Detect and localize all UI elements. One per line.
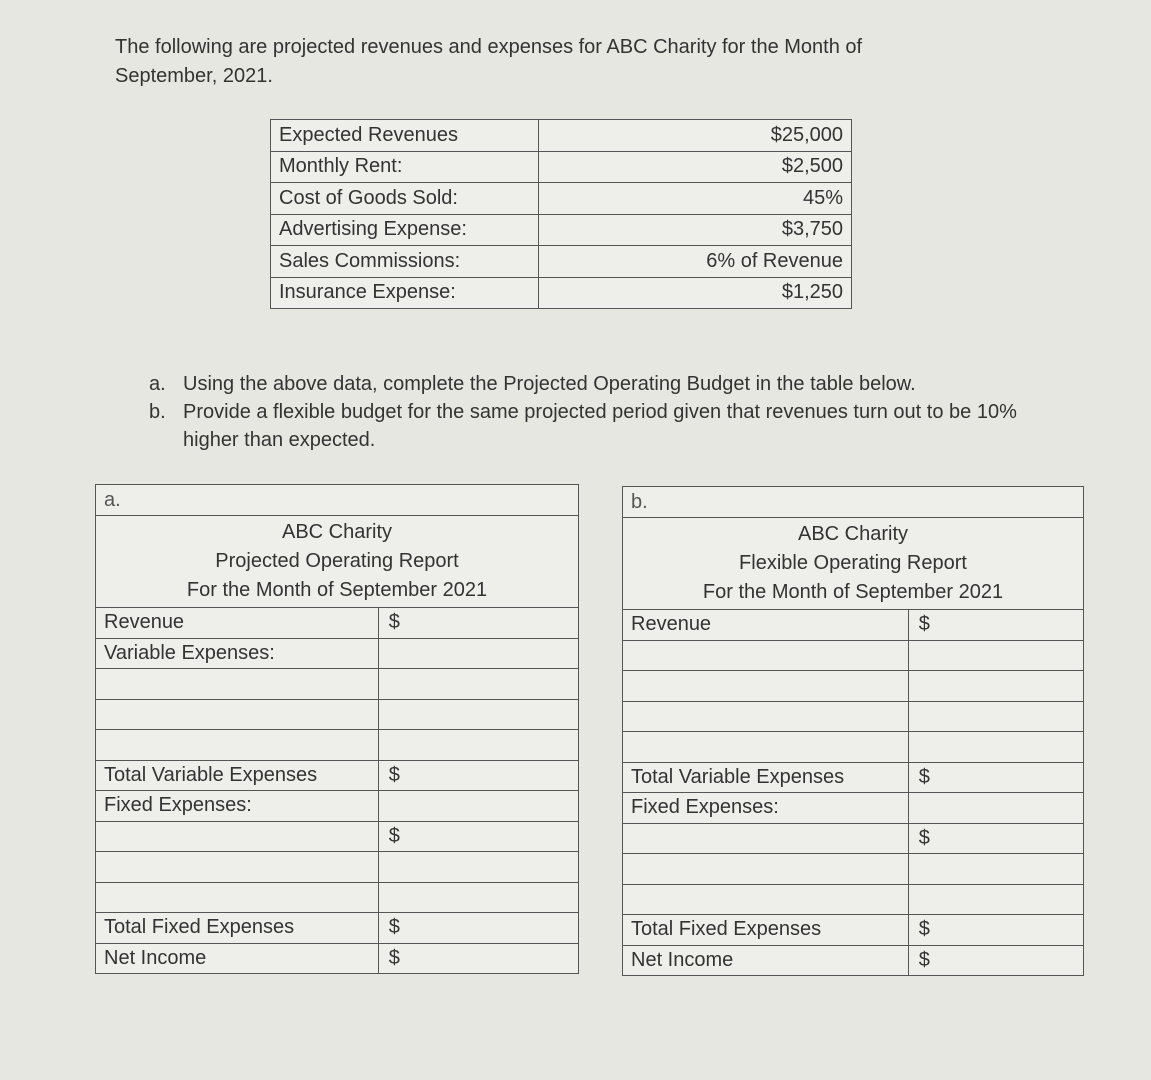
revenue-label: Revenue	[96, 608, 379, 639]
blank-cell[interactable]	[623, 732, 909, 763]
net-income-label: Net Income	[623, 945, 909, 976]
data-row	[271, 151, 852, 183]
flexible-operating-budget-table	[622, 486, 1084, 976]
revenue-value[interactable]: $	[908, 610, 1083, 641]
blank-cell[interactable]	[96, 699, 379, 730]
intro-line-1: The following are projected revenues and expenses for ABC Charity for the Month of	[115, 36, 863, 58]
data-label: Monthly Rent:	[271, 151, 539, 183]
data-label: Cost of Goods Sold:	[271, 183, 539, 215]
report-title	[96, 516, 579, 608]
blank-cell[interactable]	[908, 732, 1083, 763]
blank-cell[interactable]	[623, 701, 909, 732]
data-row	[271, 120, 852, 152]
org-name: ABC Charity	[797, 523, 909, 545]
total-fixed-expenses-value[interactable]: $	[378, 913, 578, 944]
instruction-marker: a.	[149, 373, 166, 395]
blank-cell[interactable]	[96, 730, 379, 761]
data-value: $1,250	[539, 277, 852, 309]
report-title	[623, 518, 1084, 610]
data-row	[271, 277, 852, 309]
data-label: Insurance Expense:	[271, 277, 539, 309]
instruction-item	[145, 370, 1055, 398]
blank-cell[interactable]	[908, 671, 1083, 702]
blank-cell[interactable]	[908, 884, 1083, 915]
report-period: For the Month of September 2021	[186, 579, 488, 601]
org-name: ABC Charity	[281, 521, 393, 543]
data-label: Advertising Expense:	[271, 214, 539, 246]
instruction-text: Using the above data, complete the Projected Operating Budget in the table below.	[183, 373, 916, 395]
blank-cell[interactable]	[623, 823, 909, 854]
blank-cell[interactable]	[623, 884, 909, 915]
data-value: 6% of Revenue	[539, 246, 852, 278]
fixed-expenses-label: Fixed Expenses:	[623, 793, 909, 824]
report-name: Flexible Operating Report	[739, 552, 967, 574]
total-fixed-expenses-value[interactable]: $	[908, 915, 1083, 946]
projected-data-table	[270, 119, 852, 309]
total-variable-expenses-label: Total Variable Expenses	[623, 762, 909, 793]
fixed-expense-value[interactable]: $	[378, 821, 578, 852]
blank-cell[interactable]	[908, 701, 1083, 732]
report-name: Projected Operating Report	[215, 550, 459, 572]
blank-cell[interactable]	[908, 854, 1083, 885]
blank-cell[interactable]	[623, 671, 909, 702]
instructions-list	[145, 370, 1055, 454]
data-row	[271, 214, 852, 246]
part-b-label: b.	[623, 487, 1084, 518]
blank-cell[interactable]	[908, 793, 1083, 824]
data-row	[271, 246, 852, 278]
report-period: For the Month of September 2021	[702, 581, 1004, 603]
data-value: $25,000	[539, 120, 852, 152]
blank-cell[interactable]	[378, 791, 578, 822]
total-fixed-expenses-label: Total Fixed Expenses	[623, 915, 909, 946]
blank-cell[interactable]	[378, 730, 578, 761]
blank-cell[interactable]	[378, 852, 578, 883]
blank-cell[interactable]	[378, 638, 578, 669]
part-a-label: a.	[96, 485, 579, 516]
revenue-label: Revenue	[623, 610, 909, 641]
total-variable-expenses-value[interactable]: $	[378, 760, 578, 791]
blank-cell[interactable]	[378, 669, 578, 700]
data-value: 45%	[539, 183, 852, 215]
variable-expenses-label: Variable Expenses:	[96, 638, 379, 669]
total-fixed-expenses-label: Total Fixed Expenses	[96, 913, 379, 944]
blank-cell[interactable]	[96, 852, 379, 883]
blank-cell[interactable]	[96, 882, 379, 913]
intro-text	[115, 33, 1015, 91]
data-row	[271, 183, 852, 215]
blank-cell[interactable]	[908, 640, 1083, 671]
revenue-value[interactable]: $	[378, 608, 578, 639]
data-value: $2,500	[539, 151, 852, 183]
fixed-expense-value[interactable]: $	[908, 823, 1083, 854]
instruction-marker: b.	[149, 401, 166, 423]
blank-cell[interactable]	[623, 640, 909, 671]
net-income-value[interactable]: $	[908, 945, 1083, 976]
net-income-label: Net Income	[96, 943, 379, 974]
data-label: Expected Revenues	[271, 120, 539, 152]
instruction-item	[145, 398, 1055, 454]
intro-line-2: September, 2021.	[115, 65, 273, 87]
blank-cell[interactable]	[623, 854, 909, 885]
blank-cell[interactable]	[378, 882, 578, 913]
data-label: Sales Commissions:	[271, 246, 539, 278]
blank-cell[interactable]	[96, 821, 379, 852]
total-variable-expenses-value[interactable]: $	[908, 762, 1083, 793]
data-value: $3,750	[539, 214, 852, 246]
blank-cell[interactable]	[378, 699, 578, 730]
fixed-expenses-label: Fixed Expenses:	[96, 791, 379, 822]
projected-operating-budget-table	[95, 484, 579, 974]
total-variable-expenses-label: Total Variable Expenses	[96, 760, 379, 791]
blank-cell[interactable]	[96, 669, 379, 700]
instruction-text: Provide a flexible budget for the same projected period given that revenues turn out to be 10% higher than expected.	[183, 401, 1017, 451]
net-income-value[interactable]: $	[378, 943, 578, 974]
